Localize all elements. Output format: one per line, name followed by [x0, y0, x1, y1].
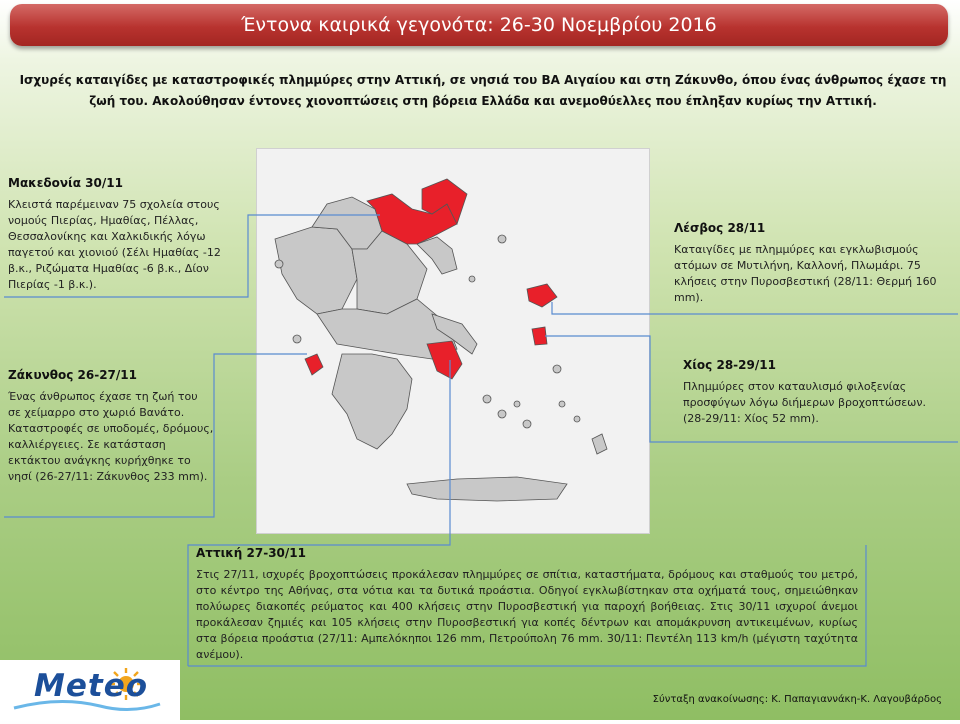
callout-body: Ένας άνθρωπος έχασε τη ζωή του σε χείμαρρο στο χωριό Βανάτο. Καταστροφές σε υποδομές, δρόμους, καλλιέργειες. Σε κατάσταση εκτάκτου ανάγκης κυρήχθηκε το νησί (26-27/11: Ζάκυνθος 233 mm). — [8, 390, 214, 483]
callout-attica — [196, 546, 858, 663]
callout-body: Καταιγίδες με πλημμύρες και εγκλωβισμούς ατόμων σε Μυτιλήνη, Καλλονή, Πλωμάρι. 75 κλήσεις στην Πυροσβεστική (28/11: Θερμή 160 mm). — [674, 243, 937, 304]
summary-text: Ισχυρές καταιγίδες με καταστροφικές πλημμύρες στην Αττική, σε νησιά του ΒΑ Αιγαίου και στη Ζάκυνθο, όπου ένας άνθρωπος έχασε τη ζωή του. Ακολούθησαν έντονες χιονοπτώσεις στη βόρεια Ελλάδα και ανεμοθύελλες που έπληξαν κυρίως την Αττική. — [19, 73, 947, 108]
callout-macedonia — [8, 176, 248, 293]
callout-body: Στις 27/11, ισχυρές βροχοπτώσεις προκάλεσαν πλημμύρες σε σπίτια, καταστήματα, δρόμους και σταθμούς του μετρό, στο κέντρο της Αθήνας, στα νότια και τα δυτικά προάστια. Οδηγοί εγκλωβίστηκαν στα οχήματά τους, σημειώθηκαν πολύωρες διακοπές ρεύματος και 400 κλήσεις στην Πυροσβεστική για παροχή βοήθειας. Στις 30/11 ισχυροί άνεμοι προκάλεσαν ζημιές και 105 κλήσεις στην Πυροσβεστική για κοπές δέντρων και απομάκρυνση αντικειμένων, κυρίως στα βόρεια προάστια (27/11: Αμπελόκηποι 126 mm, Πετρούπολη 76 mm. 30/11: Πεντέλη 113 km/h (μέγιστη ταχύτητα ανέμου). — [196, 568, 858, 661]
callout-body: Πλημμύρες στον καταυλισμό φιλοξενίας προσφύγων λόγω διήμερων βροχοπτώσεων. (28-29/11: Χίος 52 mm). — [683, 380, 926, 425]
callout-chios — [683, 358, 945, 427]
page-title: Έντονα καιρικά γεγονότα: 26-30 Νοεμβρίου 2016 — [241, 14, 717, 36]
callout-title: Λέσβος 28/11 — [674, 221, 766, 235]
callout-zakynthos — [8, 368, 214, 485]
callout-title: Χίος 28-29/11 — [683, 358, 776, 372]
callout-title: Αττική 27-30/11 — [196, 546, 306, 560]
credit-text: Σύνταξη ανακοίνωσης: Κ. Παπαγιαννάκη-Κ. Λαγουβάρδος — [652, 694, 942, 705]
callout-title: Μακεδονία 30/11 — [8, 176, 123, 190]
callout-lesvos — [674, 221, 952, 306]
callout-body: Κλειστά παρέμειναν 75 σχολεία στους νομούς Πιερίας, Ημαθίας, Πέλλας, Θεσσαλονίκης και Χαλκιδικής λόγω παγετού και χιονιού (Σέλι Ημαθίας -12 β.κ., Ριζώματα Ημαθίας -6 β.κ., Δίον Πιερίας -1 β.κ.). — [8, 198, 221, 291]
callout-title: Ζάκυνθος 26-27/11 — [8, 368, 137, 382]
logo-text: Meteo — [34, 668, 149, 704]
